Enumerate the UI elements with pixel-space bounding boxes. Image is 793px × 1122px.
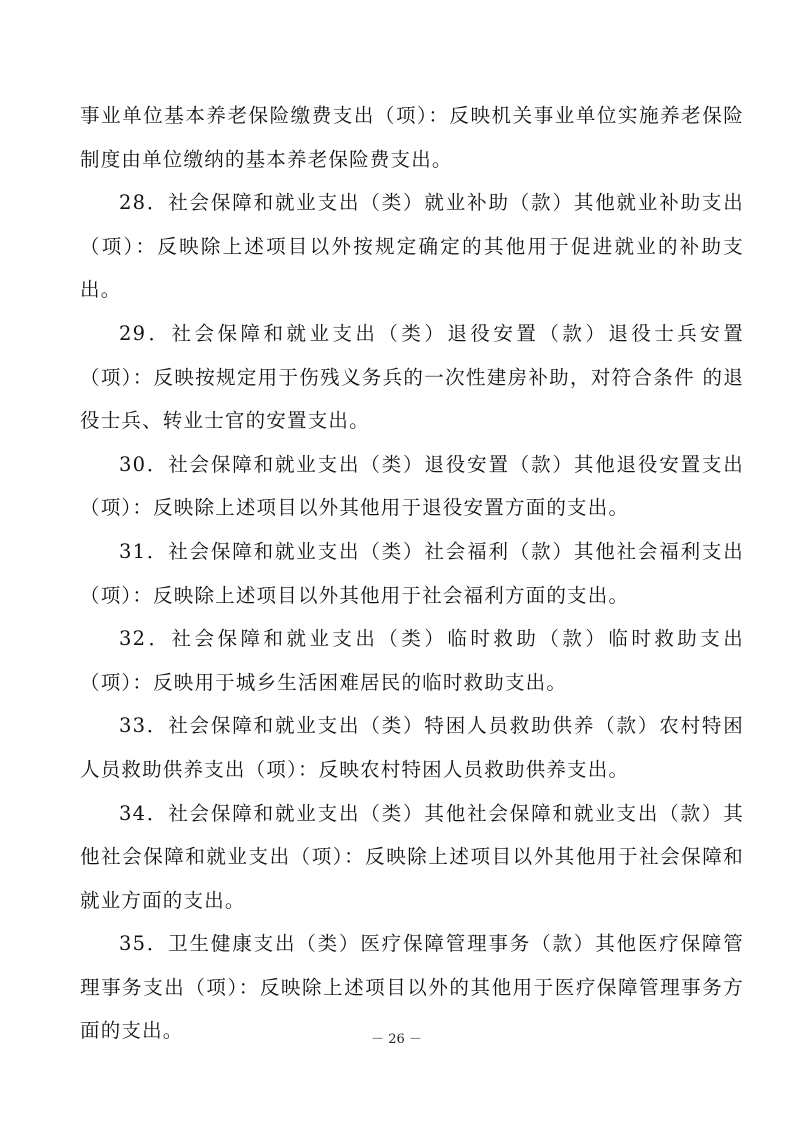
- page-number: － 26 －: [371, 1032, 422, 1047]
- paragraph-32: 32．社会保障和就业支出（类）临时救助（款）临时救助支出（项）：反映用于城乡生活困难居民的临时救助支出。: [80, 627, 744, 694]
- paragraph-31: 31．社会保障和就业支出（类）社会福利（款）其他社会福利支出（项）：反映除上述项目以外其他用于社会福利方面的支出。: [80, 539, 744, 607]
- paragraph-33: 33．社会保障和就业支出（类）特困人员救助供养（款）农村特困人员救助供养支出（项）：反映农村特困人员救助供养支出。: [80, 714, 744, 781]
- paragraph-29: 29．社会保障和就业支出（类）退役安置（款）退役士兵安置（项）：反映按规定用于伤残义务兵的一次性建房补助，对符合条件 的退役士兵、转业士官的安置支出。: [80, 321, 744, 433]
- paragraph-35: 35．卫生健康支出（类）医疗保障管理事务（款）其他医疗保障管理事务支出（项）：反映除上述项目以外的其他用于医疗保障管理事务方面的支出。: [80, 932, 744, 1043]
- document-body: [80, 94, 744, 1053]
- paragraph-continued-27: 事业单位基本养老保险缴费支出（项）：反映机关事业单位实施养老保险制度由单位缴纳的基本养老保险费支出。: [80, 104, 744, 171]
- paragraph-30: 30．社会保障和就业支出（类）退役安置（款）其他退役安置支出（项）：反映除上述项目以外其他用于退役安置方面的支出。: [80, 452, 744, 520]
- paragraph-28: 28．社会保障和就业支出（类）就业补助（款）其他就业补助支出（项）：反映除上述项目以外按规定确定的其他用于促进就业的补助支出。: [80, 191, 744, 302]
- paragraph-34: 34．社会保障和就业支出（类）其他社会保障和就业支出（款）其他社会保障和就业支出（项）：反映除上述项目以外其他用于社会保障和就业方面的支出。: [80, 801, 744, 912]
